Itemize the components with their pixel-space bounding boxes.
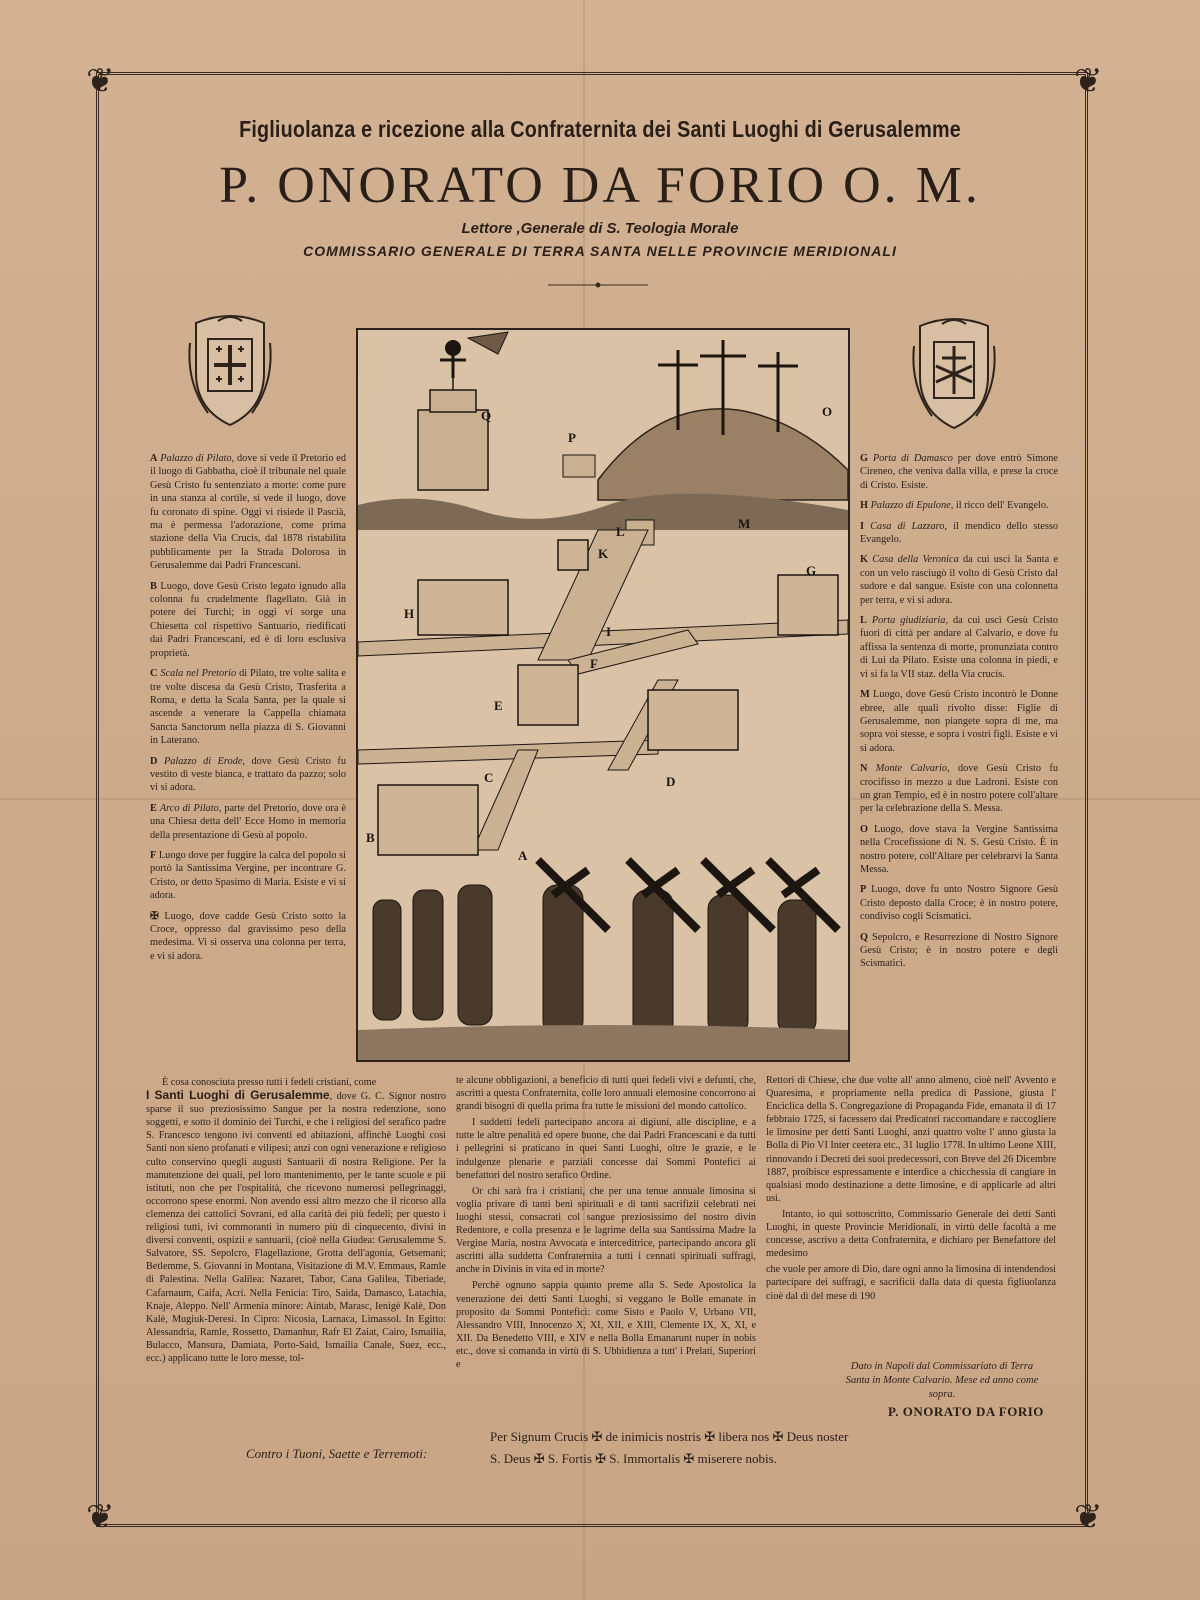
engraving-label: A	[518, 848, 528, 863]
legend-letter: I	[860, 520, 865, 532]
engraving-label: D	[666, 774, 676, 789]
corner-flourish-icon: ❦	[86, 1497, 115, 1537]
legend-letter: A	[150, 453, 158, 464]
legend-letter: G	[860, 453, 869, 464]
legend-description: per dove entrò Simone Cireneo, che veniva dalla villa, e prese la croce di Cristo. Esiste.	[860, 453, 1058, 491]
engraving-label: E	[494, 698, 503, 713]
engraving-label: L	[616, 524, 625, 539]
legend-description: , il ricco dell' Evangelo.	[950, 500, 1049, 512]
legend-place-name: Casa di Lazzaro	[870, 520, 945, 532]
legend-place-name: Arco di Pilato	[159, 802, 219, 814]
corner-flourish-icon: ❦	[1074, 61, 1103, 101]
engraving-label: P	[568, 430, 576, 445]
legend-description: da cui uscì la Santa e con un velo rasciugò il volto di Gesù Cristo dal sudore e dal sangue. Esiste con una colonnetta per terra, e vi si adora.	[860, 554, 1058, 606]
legend-description: Luogo, dove Gesù Cristo legato ignudo alla colonna fu crudelmente flagellato. Già in potere dei Turchi; in oggi vi sorge una Chiesetta col rispettivo Santuario, riedificati dai Padri Francescani, ed è di loro esclusiva proprietà.	[150, 580, 346, 659]
legend-place-name: Casa della Veronica	[872, 554, 959, 566]
corner-flourish-icon: ❦	[86, 61, 115, 101]
legend-entry	[150, 755, 346, 795]
unction-stone	[563, 455, 595, 477]
legend-entry	[860, 762, 1058, 816]
legend-entry	[860, 931, 1058, 971]
role-line-2: COMMISSARIO GENERALE DI TERRA SANTA NELLE PROVINCIE MERIDIONALI	[303, 243, 897, 259]
engraving-label: O	[822, 404, 833, 419]
legend-letter: F	[150, 849, 157, 861]
signature: P. ONORATO DA FORIO	[888, 1404, 1044, 1419]
legend-place-name: Palazzo di Erode	[163, 755, 243, 767]
prayer-line: Per Signum Crucis ✠ de inimicis nostris ✠ libera nos ✠ Deus noster	[490, 1429, 849, 1444]
legend-place-name: Palazzo di Epulone	[870, 500, 951, 512]
ground	[358, 1025, 848, 1060]
franciscan-crest-icon	[912, 316, 996, 434]
body-column-1	[146, 1076, 446, 1368]
body-column-2	[456, 1074, 756, 1374]
legend-entry	[150, 580, 346, 660]
legend-letter: N	[860, 763, 868, 775]
body-column-3	[766, 1074, 1056, 1306]
legend-letter: K	[860, 554, 869, 566]
body-paragraph: Rettori di Chiese, che due volte all' anno almeno, cioè nell' Avvento e Quaresima, e propriamente nella predica di Passione, giusta l' Enciclica della S. Congregazione di Propaganda Fide, emanata il dì 17 febbraio 1725, si facessero dai Predicatori raccomandare e raccogliere le limosine per detti Santi Luoghi, anzi quattro volte l' anno giusta la Bolla di Pio VI Inter ceetera etc., 31 luglio 1778. In ultimo Leone XIII, rinnovando i Decreti dei suoi predecessori, con Breve del 26 Dicembre 1887, proibisce espressamente e interdice a chicchessia di cangiare in qualsiasi modo destinazione a dette limosine, e di applicarle ad altri usi.	[766, 1075, 1056, 1204]
body-paragraph: Or chi sarà fra i cristiani, che per una tenue annuale limosina si voglia privare di tanti beni spirituali e di tanti sacrifizii celebrati nei luoghi stessi, consacrati col sangue preziosissimo del nostro divin Redentore, e colla presenza e le lagrime della sua Santissima Madre la Vergine Maria, nostra Avvocata e interceditrice, partecipando ancora gli ascritti alla suddetta Confraternita a tutti i cennati spirituali suffragi, anche in Divinis in vita ed in morte?	[456, 1185, 756, 1276]
engraving-label: M	[738, 516, 751, 531]
prayer-line: S. Deus ✠ S. Fortis ✠ S. Immortalis ✠ miserere nobis.	[490, 1451, 777, 1466]
body-paragraph: Perchè ognuno sappia quanto preme alla S. Sede Apostolica la venerazione dei detti Santi Luoghi, si veggano le Bolle emanate in proposito da Sommi Pontefici: come Sisto e Paolo V, Urbano VII, Alessandro VIII, Innocenzo X, XI, XII, e XIII, Clemente IX, X, XI, e XII. Da Benedetto VIII, e XIV e nella Bolla Emanarunt nuper in nobis etc., dove si comanda in virtù di S. Ubbidienza a tutt' i Prelati, Superiori e	[456, 1280, 756, 1370]
title-divider	[548, 282, 648, 288]
legend-entry	[860, 823, 1058, 877]
legend-description: Luogo, dove stava la Vergine Santissima nella Crocefissione di N. S. Gesù Cristo. È in nostro potere, coll'Altare per celebrarvi la Santa Messa.	[860, 823, 1058, 875]
engraving-label: F	[590, 656, 598, 671]
legend-letter: ✠	[150, 910, 159, 922]
poster-subtitle: Figliuolanza e ricezione alla Confraternita dei Santi Luoghi di Gerusalemme	[239, 116, 961, 142]
closing-place-date: Dato in Napoli dal Commissariato di Terra Santa in Monte Calvario. Mese ed anno come sopra.	[845, 1361, 1039, 1400]
legend-letter: P	[860, 884, 867, 896]
legend-description: Luogo, dove cadde Gesù Cristo sotto la Croce, oppresso dal gravissimo peso della medesima. Vi si osserva una colonna per terra, e vi si adora.	[150, 910, 346, 962]
legend-entry	[150, 910, 346, 964]
legend-entry	[150, 452, 346, 573]
legend-letter: D	[150, 755, 158, 767]
footer-lead: Contro i Tuoni, Saette e Terremoti:	[246, 1446, 428, 1461]
legend-letter: B	[150, 580, 157, 592]
body-paragraph: che vuole per amore di Dio, dare ogni anno la limosina di intendendosi partecipare dei suffragi, e sacrificii dalla data di questa figliuolanza cioè dal dì del mese di 190	[766, 1264, 1056, 1302]
legend-description: Luogo dove per fuggire la calca del popolo si portò la Santissima Vergine, per incontrare G. Cristo, or detto Spasimo di Maria. Esiste e vi si adora.	[150, 849, 346, 902]
body-bold-heading: I Santi Luoghi di Gerusalemme	[146, 1088, 330, 1103]
body-paragraph: Intanto, io qui sottoscritto, Commissario Generale dei detti Santi Luoghi, in queste Provincie Meridionali, in virtù delle facoltà a me concesse, ascrivo a detta Confraternita, e dichiaro per Benefattore del medesimo	[766, 1208, 1056, 1260]
role-line-1: Lettore ,Generale di S. Teologia Morale	[461, 220, 739, 237]
legend-place-name: Porta giudiziaria	[871, 615, 946, 627]
right-legend	[860, 452, 1058, 978]
legend-letter: L	[860, 615, 867, 627]
legend-entry	[860, 614, 1058, 681]
legend-description: Luogo, dove Gesù Cristo incontrò le Donne ebree, alle quali rivolto disse: Figlie di Gerusalemme, non piangete sopra di me, ma sopra voi stesse, e sopra i vostri figli. Esiste e vi si adora.	[860, 689, 1058, 754]
poster-title: P. ONORATO DA FORIO O. M.	[219, 157, 981, 214]
via-crucis-engraving	[356, 328, 850, 1062]
footer-prayer	[490, 1426, 848, 1470]
jerusalem-cross-crest-icon	[188, 313, 272, 431]
legend-letter: Q	[860, 931, 869, 943]
legend-place-name: Scala nel Pretorio	[160, 668, 237, 680]
legend-letter: C	[150, 668, 158, 680]
legend-description: , parte del Pretorio, dove ora è una Chiesa detta dell' Ecce Homo in memoria della presentazione di Gesù al popolo.	[150, 802, 346, 841]
legend-description: , dove Gesù Cristo fu vestito di veste bianca, e trattato da pazzo; solo vi si adora.	[150, 755, 346, 794]
legend-entry	[860, 883, 1058, 923]
legend-place-name: Porta di Damasco	[872, 453, 953, 464]
legend-description: Luogo, dove fu unto Nostro Signore Gesù Cristo deposto dalla Croce; è in nostro potere, condiviso cogli Scismatici.	[860, 884, 1058, 923]
engraving-label: G	[806, 563, 817, 578]
body-paragraph: I suddetti fedeli partecipano ancora ai digiuni, alle discipline, e a tutte le altre penalità ed opere buone, che dai Padri Francescani e da tutti i pellegrini si praticano in quei Santi Luoghi, oltre le grazie, e le indulgenze plenarie e parziali concesse dai Sommi Pontefici ai benefattori del nostro serafico Ordine.	[456, 1117, 756, 1181]
legend-place-name: Palazzo di Pilato	[160, 453, 232, 464]
legend-entry	[150, 802, 346, 842]
legend-entry	[860, 688, 1058, 755]
engraving-label: H	[404, 606, 415, 621]
legend-description: di Pilato, tre volte salita e tre volte discesa da Gesù Cristo, Trasferita a Roma, e detta la Scala Santa, per la quale si ascende a venerare la Cappella chiamata Sancta Sanctorum nella piazza di S. Giovanni in Laterano.	[150, 668, 346, 747]
legend-entry	[860, 452, 1058, 492]
legend-entry	[860, 499, 1058, 512]
engraving-label: I	[606, 624, 612, 639]
legend-description: , dove Gesù Cristo fu crocifisso in mezzo a due Ladroni. Esiste con un gran Tempio, ed è in nostro potere coll'altare per la celebrazione della S. Messa.	[860, 763, 1058, 815]
legend-letter: E	[150, 802, 157, 814]
legend-description: Sepolcro, e Resurrezione di Nostro Signore Gesù Cristo; è in nostro potere e degli Scismatici.	[860, 931, 1059, 970]
engraving-label: B	[366, 830, 375, 845]
body-intro: È cosa conosciuta presso tutti i fedeli cristiani, come	[162, 1077, 377, 1088]
legend-letter: O	[860, 823, 869, 835]
left-legend	[150, 452, 346, 970]
legend-entry	[860, 553, 1058, 607]
engraving-label: K	[598, 546, 609, 561]
legend-letter: M	[860, 689, 870, 701]
legend-letter: H	[860, 500, 869, 512]
legend-description: , dove si vede il Pretorio ed il luogo di Gabbatha, cioè il tribunale nel quale Gesù Cristo fu sentenziato a morte: come pure in una stanza al cortile, si vede il luogo, dove fu coronato di spine. Oggi vi risiede il Pascià, ma è permessa l'adorazione, come prima stazione della Via Crucis, dal 1878 ristabilita pubblicamente per la Strada Dolorosa in Gerusalemme dai Padri Francescani.	[150, 453, 346, 572]
corner-flourish-icon: ❦	[1074, 1497, 1103, 1537]
engraving-label: Q	[481, 408, 492, 423]
legend-entry	[150, 849, 346, 903]
legend-place-name: Monte Calvario	[875, 763, 948, 775]
body-text: , dove G. C. Signor nostro sparse il suo preziosissimo Sangue per la nostra redenzione, sono soggetti, e sotto il dominio dei Turchi, e che i religiosi del serafico padre S. Francesco tengono ivi conventi ed abitazioni, affinchè Luoghi così Santi non sieno profanati e vilipesi; anzi con ogni venerazione e religioso culto conservino quegli augusti Santuarii di nostra Religione. Per la manutenzione dei quali, pel loro mantenimento, per le tante scuole e pii istituti, non che per l'ospitalità, che ricevono numerosi pellegrinaggi, occorrono spese enormi. Non avendo essi altro mezzo che il ricorso alla clemenza dei cattolici Sovrani, ed alla carità dei più fedeli; per questo i religiosi tutti, ivi commoranti in numero più di cinquecento, divisi in diversi conventi, ospizii e santuarii, (cioè nella Giudea: Gerusalemme S. Salvatore, SS. Sepolcro, Flagellazione, Grotta dell'agonia, Getsemani; Betlemme, S. Giovanni in Montana, Visitazione di M.V. Emmaus, Ramle di Palestina. Nella Galilea: Nazaret, Tabor, Cana Galilea, Tiberiade, Cafarnaum, Caifa, Acri. Nella Fenicia: Tiro, Saida, Damasco, Latachia, Knaje, Aleppo. Nell' Armenia minore: Aintab, Marasc, Ienigè Kalè, Don Kalè, Mugiuk-Deresi. In Cipro: Nicosia, Larnaca, Limassol. In Egitto: Alessandria, Ramle, Rossetto, Damanhur, Rafr El Zaiat, Cairo, Ismailia, Bulacco, Mansura, Damiata, Porto-Said, Ismailia Canale, Suez, ecc., ecc.) applicano tutte le loro messe, tol-	[146, 1091, 446, 1364]
legend-entry	[860, 520, 1058, 547]
engraving-label: C	[484, 770, 494, 785]
legend-entry	[150, 667, 346, 747]
legend-description: , da cui uscì Gesù Cristo fuori di città per andare al Calvario, e dove fu affissa la sentenza di morte, pronunziata contro di Lui da Pilato. Esiste una colonna in piedi, e vi si fa la VII staz. della Via crucis.	[860, 615, 1058, 680]
legend-description: , il mendico dello stesso Evangelo.	[860, 520, 1058, 546]
body-paragraph: te alcune obbligazioni, a beneficio di tutti quei fedeli vivi e defunti, che, ascritti a questa Confraternita, colle loro annuali elemosine concorrono ai grandi bisogni di quella prima fra tutte le missioni del mondo cattolico.	[456, 1075, 756, 1113]
